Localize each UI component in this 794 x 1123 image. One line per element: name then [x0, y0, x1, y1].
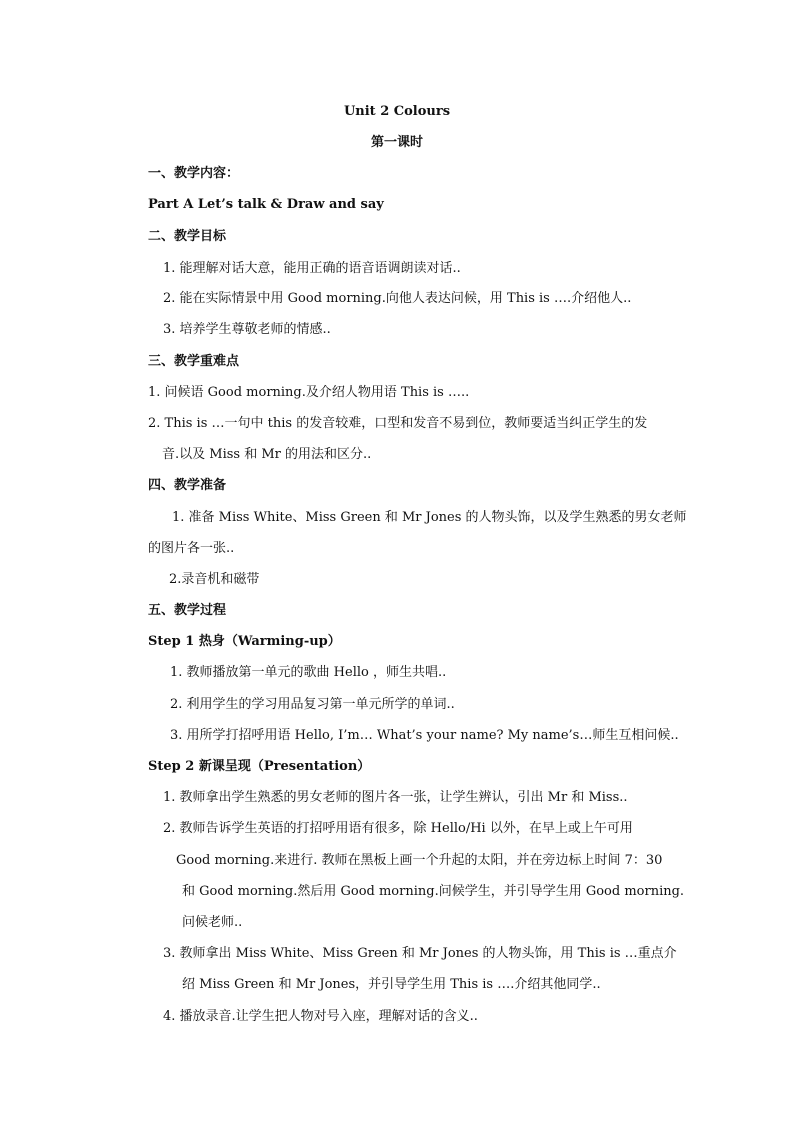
preparation-line: 2.录音机和磁带	[169, 572, 260, 587]
objective-item: 3. 培养学生尊敬老师的情感..	[163, 322, 331, 337]
section-heading-process: 五、教学过程	[148, 603, 227, 618]
section-heading-preparation: 四、教学准备	[148, 478, 227, 493]
step1-item: 1. 教师播放第一单元的歌曲 Hello ，师生共唱..	[170, 665, 447, 680]
step2-line: 问候老师..	[182, 915, 243, 930]
step2-line: 1. 教师拿出学生熟悉的男女老师的图片各一张，让学生辨认，引出 Mr 和 Miss..	[163, 790, 628, 805]
step1-item: 2. 利用学生的学习用品复习第一单元所学的单词..	[170, 697, 455, 712]
step2-line: Good morning.来进行. 教师在黑板上画一个升起的太阳，并在旁边标上时间 7：30	[176, 853, 663, 868]
step2-heading: Step 2 新课呈现（Presentation）	[148, 759, 371, 774]
step2-line: 4. 播放录音.让学生把人物对号入座，理解对话的含义..	[163, 1009, 478, 1024]
step2-line: 和 Good morning.然后用 Good morning.问候学生，并引导学生用 Good morning.	[182, 884, 685, 899]
key-point-line: 音.以及 Miss 和 Mr 的用法和区分..	[162, 447, 372, 462]
doc-subtitle: 第一课时	[370, 135, 423, 150]
step1-heading: Step 1 热身（Warming-up）	[148, 634, 341, 649]
objective-item: 2. 能在实际情景中用 Good morning.向他人表达问候，用 This is ….介绍他人..	[163, 291, 632, 306]
step2-line: 3. 教师拿出 Miss White、Miss Green 和 Mr Jones 的人物头饰，用 This is …重点介	[163, 946, 677, 961]
step2-line: 绍 Miss Green 和 Mr Jones，并引导学生用 This is ….介绍其他同学..	[182, 977, 601, 992]
key-point-line: 1. 问候语 Good morning.及介绍人物用语 This is …..	[148, 385, 470, 400]
section-heading-content: 一、教学内容：	[148, 166, 240, 181]
step2-line: 2. 教师告诉学生英语的打招呼用语有很多，除 Hello/Hi 以外，在早上或上午可用	[163, 821, 633, 836]
key-point-line: 2. This is …一句中 this 的发音较难，口型和发音不易到位，教师要适当纠正学生的发	[148, 416, 648, 431]
preparation-line: 的图片各一张..	[148, 541, 235, 556]
section-content-line: Part A Let’s talk & Draw and say	[148, 197, 384, 212]
section-heading-key-points: 三、教学重难点	[148, 354, 240, 369]
objective-item: 1. 能理解对话大意，能用正确的语音语调朗读对话..	[163, 261, 461, 276]
preparation-line: 1. 准备 Miss White、Miss Green 和 Mr Jones 的人物头饰，以及学生熟悉的男女老师	[172, 510, 687, 525]
doc-title: Unit 2 Colours	[343, 104, 451, 119]
step1-item: 3. 用所学打招呼用语 Hello, I’m… What’s your name? My name’s…师生互相问候..	[170, 728, 679, 743]
section-heading-objectives: 二、教学目标	[148, 229, 227, 244]
